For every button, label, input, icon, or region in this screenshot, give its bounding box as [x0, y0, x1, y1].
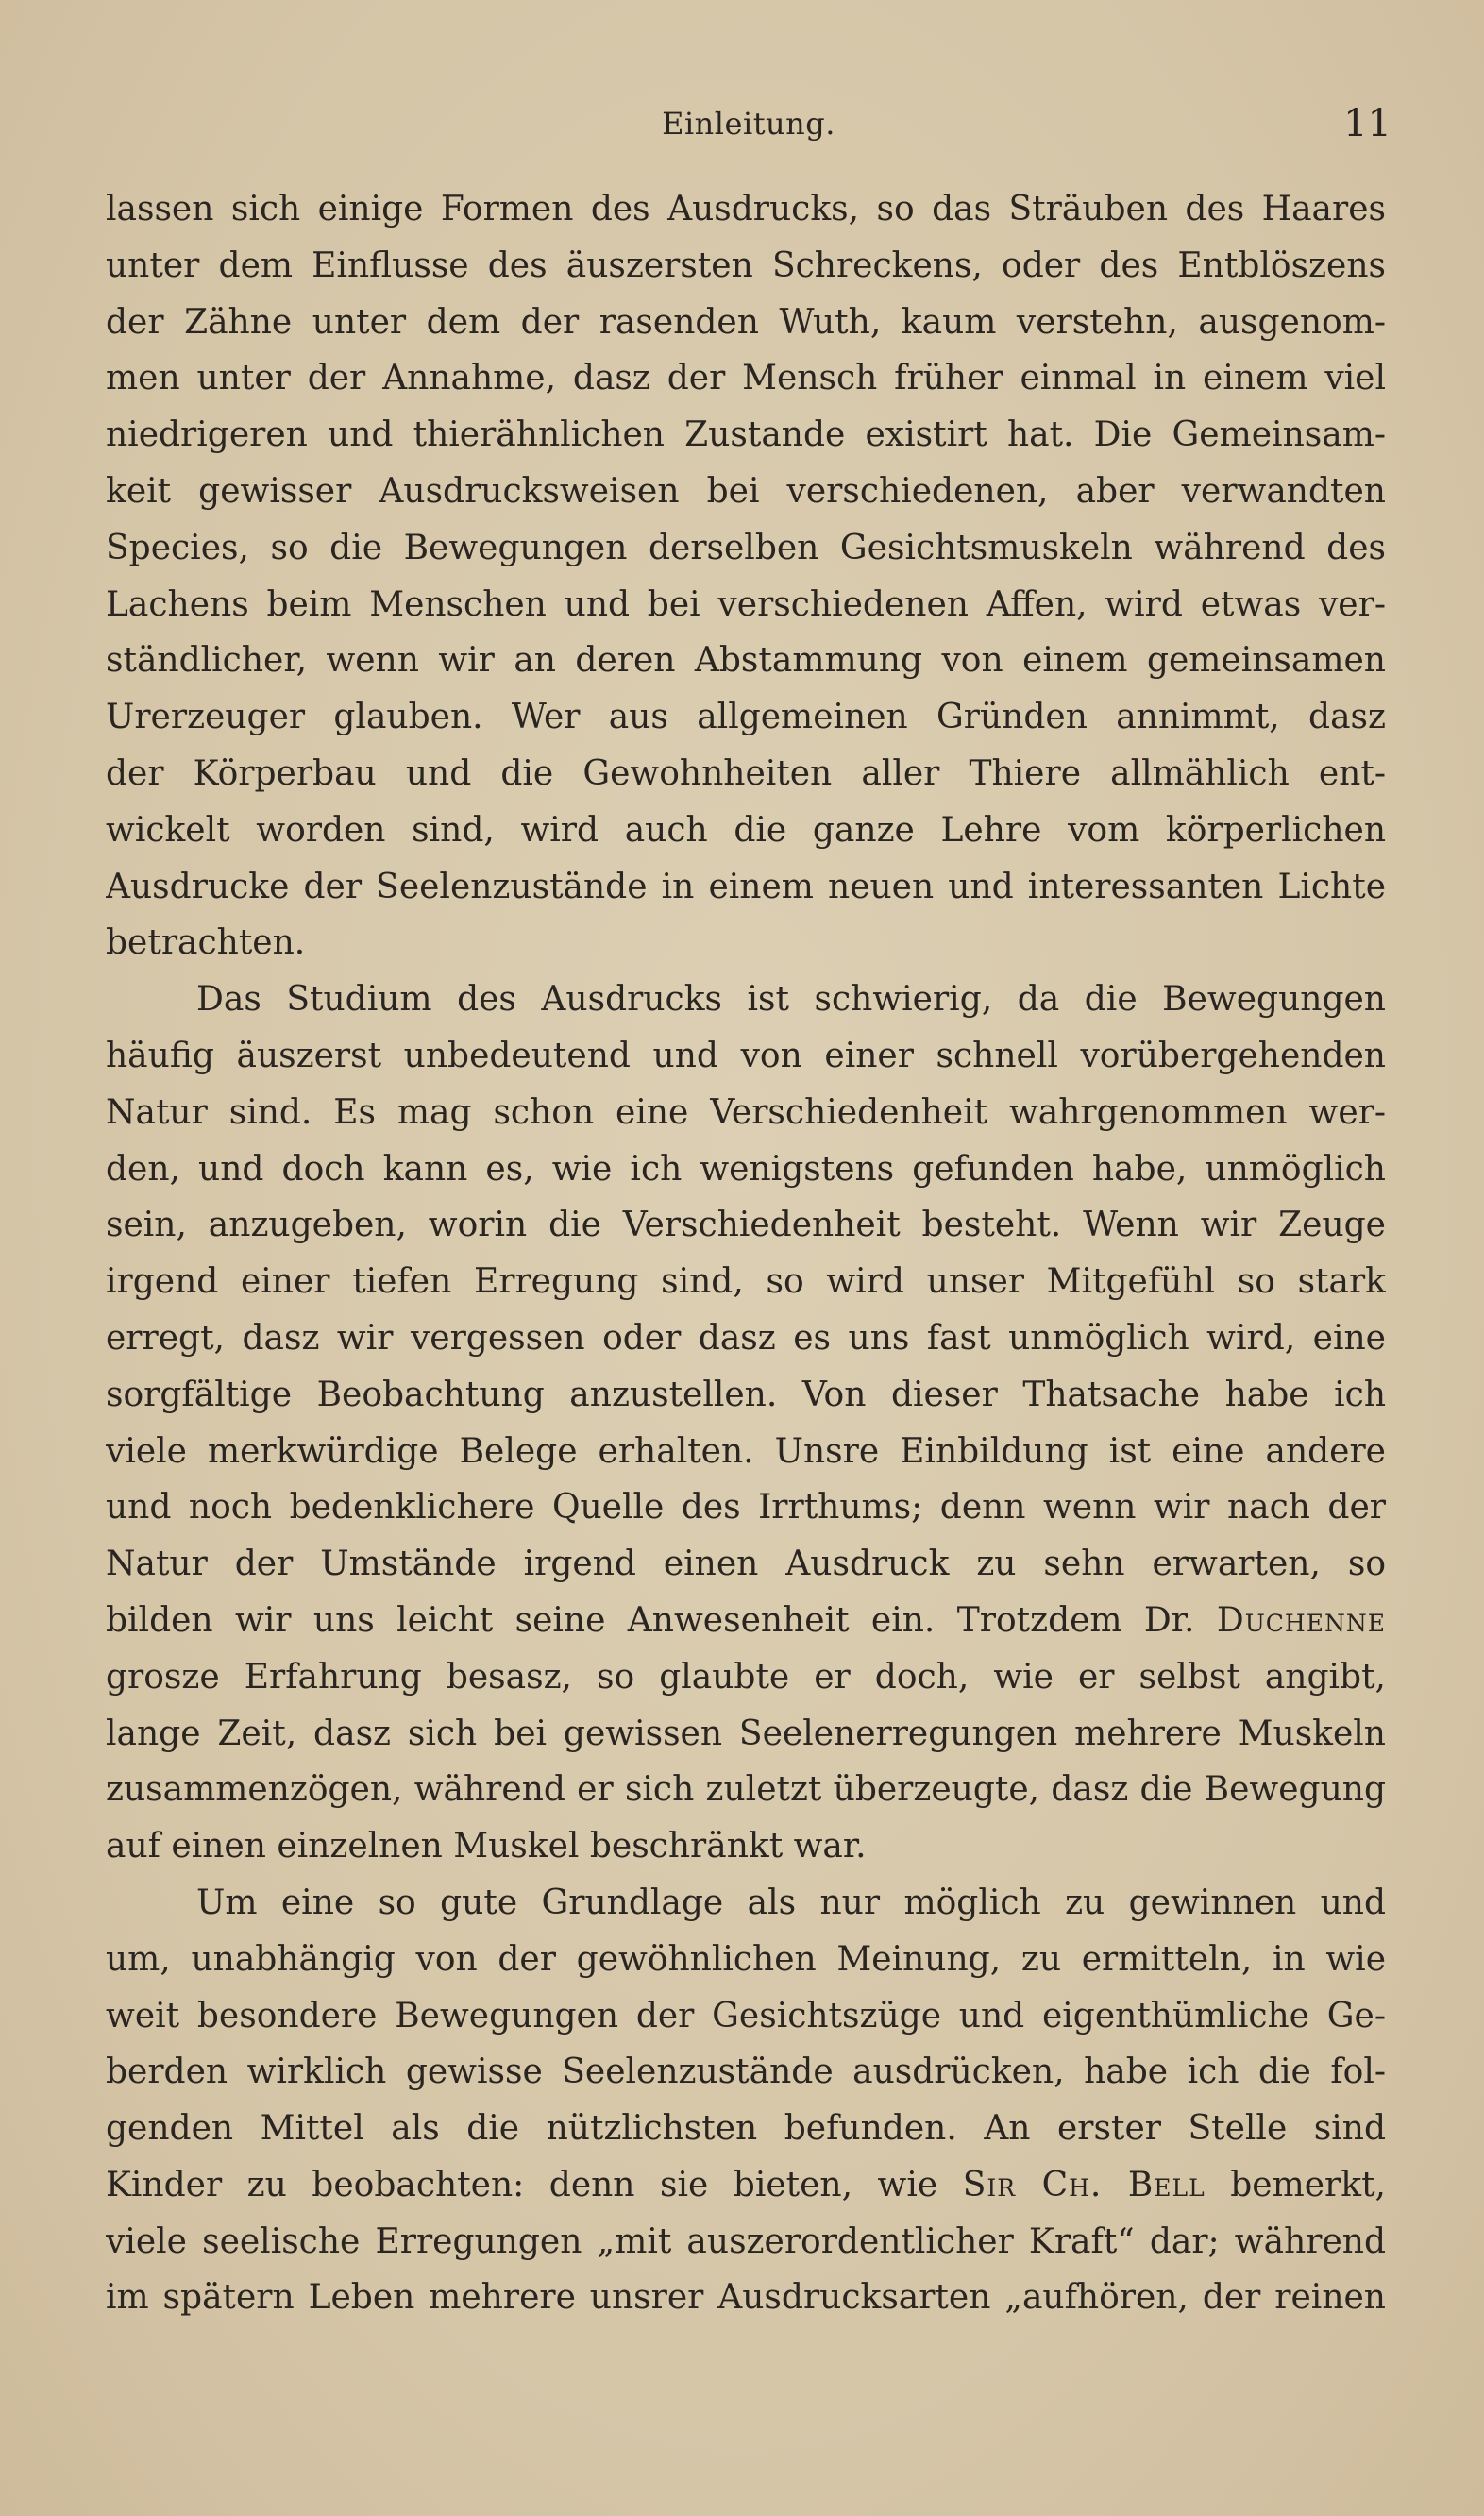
running-head — [106, 102, 1391, 149]
text-line: ständlicher, wenn wir an deren Abstammung von einem gemeinsamen — [106, 641, 1386, 681]
text-line: um, unabhängig von der gewöhnlichen Meinung, zu ermitteln, in wie — [106, 1939, 1386, 1979]
text-line: häufig äuszerst unbedeutend und von einer schnell vorübergehenden — [106, 1036, 1386, 1075]
text-line: zusammenzögen, während er sich zuletzt überzeugte, dasz die Bewegung — [106, 1770, 1386, 1810]
running-title: Einleitung. — [662, 106, 835, 142]
text-line: Lachens beim Menschen und bei verschiedenen Affen, wird etwas ver- — [106, 584, 1386, 624]
text-line: keit gewisser Ausdrucksweisen bei verschiedenen, aber verwandten — [106, 471, 1386, 511]
text-line — [106, 1593, 1386, 1649]
body-text — [106, 181, 1386, 2326]
text-line: Urerzeuger glauben. Wer aus allgemeinen Gründen annimmt, dasz — [106, 698, 1386, 737]
text-line: im spätern Leben mehrere unsrer Ausdrucksarten „aufhören, der reinen — [106, 2278, 1386, 2318]
text-line: der Zähne unter dem der rasenden Wuth, kaum verstehn, ausgenom- — [106, 302, 1386, 342]
text-line: erregt, dasz wir vergessen oder dasz es uns fast unmöglich wird, eine — [106, 1318, 1386, 1358]
paragraph-start-line: Um eine so gute Grundlage als nur möglich zu gewinnen und — [196, 1883, 1386, 1922]
text-line: genden Mittel als die nützlichsten befunden. An erster Stelle sind — [106, 2109, 1386, 2149]
text-line: sorgfältige Beobachtung anzustellen. Von dieser Thatsache habe ich — [106, 1375, 1386, 1414]
text-line — [106, 2157, 1386, 2214]
author-name-bell: Sir Ch. Bell — [962, 2165, 1206, 2204]
text-line: lange Zeit, dasz sich bei gewissen Seelenerregungen mehrere Muskeln — [106, 1714, 1386, 1753]
text-line: berden wirklich gewisse Seelenzustände ausdrücken, habe ich die fol- — [106, 2052, 1386, 2092]
text-line: men unter der Annahme, dasz der Mensch früher einmal in einem viel — [106, 359, 1386, 398]
line-text: Kinder zu beobachten: denn sie bieten, wie — [106, 2165, 963, 2204]
text-line: viele merkwürdige Belege erhalten. Unsre Einbildung ist eine andere — [106, 1431, 1386, 1471]
text-line: wickelt worden sind, wird auch die ganze Lehre vom körperlichen — [106, 810, 1386, 850]
page-number: 11 — [1343, 102, 1391, 145]
line-text: bilden wir uns leicht seine Anwesenheit ein. Trotzdem Dr. — [106, 1600, 1217, 1640]
text-line: Natur sind. Es mag schon eine Verschiedenheit wahrgenommen wer- — [106, 1092, 1386, 1132]
text-line: sein, anzugeben, worin die Verschiedenheit besteht. Wenn wir Zeuge — [106, 1206, 1386, 1245]
line-text-tail: bemerkt, — [1205, 2165, 1386, 2204]
text-line: niedrigeren und thierähnlichen Zustande existirt hat. Die Gemeinsam- — [106, 415, 1386, 455]
text-line: grosze Erfahrung besasz, so glaubte er doch, wie er selbst angibt, — [106, 1657, 1386, 1697]
text-line: den, und doch kann es, wie ich wenigstens gefunden habe, unmöglich — [106, 1149, 1386, 1189]
text-line: unter dem Einflusse des äuszersten Schreckens, oder des Entblöszens — [106, 245, 1386, 285]
author-name-duchenne: Duchenne — [1216, 1600, 1386, 1640]
text-line: viele seelische Erregungen „mit auszerordentlicher Kraft“ dar; während — [106, 2221, 1386, 2261]
text-line: lassen sich einige Formen des Ausdrucks, so das Sträuben des Haares — [106, 190, 1386, 228]
text-line: Natur der Umstände irgend einen Ausdruck zu sehn erwarten, so — [106, 1545, 1386, 1584]
text-line: auf einen einzelnen Muskel beschränkt war. — [106, 1827, 867, 1866]
text-line: Species, so die Bewegungen derselben Gesichtsmuskeln während des — [106, 528, 1386, 567]
paragraph-start-line: Das Studium des Ausdrucks ist schwierig, da die Bewegungen — [196, 980, 1386, 1020]
text-line: betrachten. — [106, 923, 306, 963]
text-line: der Körperbau und die Gewohnheiten aller Thiere allmählich ent- — [106, 753, 1386, 793]
text-line: irgend einer tiefen Erregung sind, so wird unser Mitgefühl so stark — [106, 1262, 1386, 1302]
text-line: weit besondere Bewegungen der Gesichtszüge und eigenthümliche Ge- — [106, 1996, 1386, 2035]
text-line: Ausdrucke der Seelenzustände in einem neuen und interessanten Lichte — [106, 867, 1386, 906]
text-line: und noch bedenklichere Quelle des Irrthums; denn wenn wir nach der — [106, 1488, 1386, 1528]
